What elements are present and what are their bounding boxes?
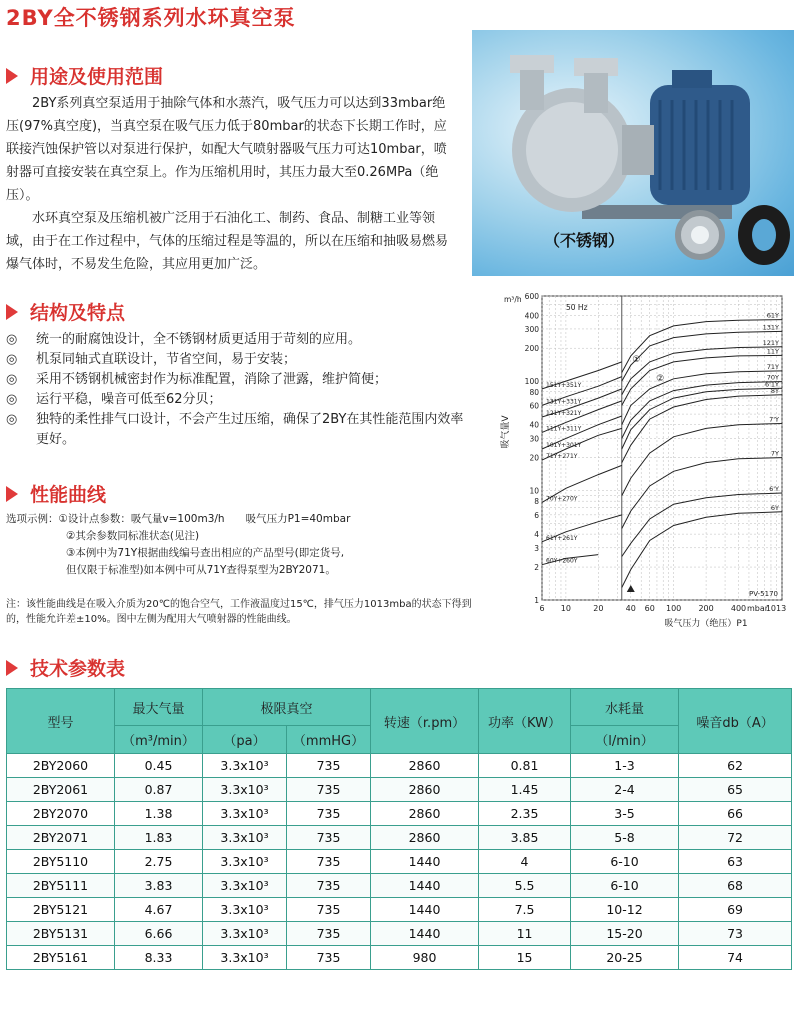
cell-noise: 68 [679,874,792,898]
y-tick-label: 2 [534,563,539,573]
cell-max-flow: 6.66 [115,922,203,946]
cell-model: 2BY5131 [7,922,115,946]
left-series-label: 111Y+311Y [546,425,582,433]
x-tick-label: 400 [730,604,747,613]
y-axis-unit: m³/h [504,295,522,304]
y-tick-label: 40 [529,420,539,430]
product-photo [472,30,794,276]
cell-power: 3.85 [479,826,571,850]
cell-vacuum-pa: 3.3x10³ [203,778,287,802]
cell-power: 1.45 [479,778,571,802]
table-row [7,778,792,802]
cell-model: 2BY5111 [7,874,115,898]
cell-vacuum-pa: 3.3x10³ [203,802,287,826]
example-label: 选项示例： [6,513,59,525]
features-list [6,330,476,450]
cell-max-flow: 2.75 [115,850,203,874]
circle-bullet-icon: ◎ [6,412,18,427]
example-line-2: ②其余参数同标准状态(见注) [66,530,200,542]
chart-code: PV-5170 [749,590,778,598]
header-speed: 转速（r.pm） [371,689,479,754]
freq-label: 50 Hz [566,303,588,312]
cell-vacuum-mmhg: 735 [287,850,371,874]
cell-noise: 73 [679,922,792,946]
example-line-1: ①设计点参数：吸气量v=100m3/h 吸气压力P1=40mbar [58,513,351,525]
y-tick-label: 8 [534,497,539,507]
section-heading-features [6,298,125,325]
cell-vacuum-mmhg: 735 [287,754,371,778]
series-label: 6'Y [769,485,779,494]
y-tick-label: 400 [524,311,539,321]
x-tick-label: 6 [539,604,545,613]
performance-note: 注：该性能曲线是在吸入介质为20℃的饱合空气，工作液温度过15℃，排气压力1013mba的状态下得到的，性能允许差±10%。图中左侧为配用大气喷射器的性能曲线。 [6,599,472,625]
table-row [7,946,792,970]
cell-vacuum-mmhg: 735 [287,778,371,802]
cell-water: 6-10 [571,874,679,898]
cell-vacuum-pa: 3.3x10³ [203,754,287,778]
cell-vacuum-pa: 3.3x10³ [203,898,287,922]
cell-noise: 72 [679,826,792,850]
example-line-3: ③本例中为71Y根据曲线编号查出相应的产品型号(即定货号, [66,547,345,559]
series-label: 8Y [770,386,779,395]
y-tick-label: 4 [534,530,539,540]
triangle-bullet-icon [6,486,18,502]
circle-bullet-icon: ◎ [6,392,18,407]
feature-item: ◎ 统一的耐腐蚀设计，全不锈钢材质更适用于苛刻的应用。 [6,330,476,350]
cell-noise: 63 [679,850,792,874]
y-tick-label: 30 [529,434,539,444]
cell-water: 20-25 [571,946,679,970]
page-title: 2BY全不锈钢系列水环真空泵 [6,6,296,30]
y-tick-label: 100 [524,377,539,387]
cell-noise: 66 [679,802,792,826]
x-tick-label: 200 [698,604,714,613]
specs-heading: 技术参数表 [30,658,126,680]
y-tick-label: 20 [529,453,539,463]
left-series-label: 71Y+271Y [546,453,578,461]
cell-vacuum-mmhg: 735 [287,826,371,850]
spec-table-body [7,754,792,970]
cell-water: 10-12 [571,898,679,922]
cell-vacuum-mmhg: 735 [287,874,371,898]
cell-power: 7.5 [479,898,571,922]
circle-bullet-icon: ◎ [6,352,18,367]
cell-max-flow: 1.83 [115,826,203,850]
series-label: 7'Y [769,415,779,424]
table-row [7,850,792,874]
triangle-bullet-icon [6,304,18,320]
performance-heading: 性能曲线 [30,484,107,506]
cell-model: 2BY5121 [7,898,115,922]
circle-bullet-icon: ◎ [6,372,18,387]
x-tick-label: 100 [666,604,682,613]
example-line-4: 但仅限于标准型)如本例中可从71Y查得泵型为2BY2071。 [66,564,336,576]
performance-chart-svg [496,282,794,642]
series-label: 61Y [766,311,779,320]
header-vacuum-pa: （pa） [203,726,287,754]
left-series-label: 131Y+331Y [546,398,582,406]
header-max-flow: 最大气量 [115,689,203,726]
usage-heading: 用途及使用范围 [30,66,164,88]
cell-power: 0.81 [479,754,571,778]
cell-water: 15-20 [571,922,679,946]
cell-power: 15 [479,946,571,970]
cell-speed: 1440 [371,898,479,922]
cell-max-flow: 0.87 [115,778,203,802]
cell-max-flow: 4.67 [115,898,203,922]
cell-max-flow: 1.38 [115,802,203,826]
cell-noise: 65 [679,778,792,802]
x-axis-label: 吸气压力（绝压）P1 [664,619,748,629]
cell-vacuum-mmhg: 735 [287,946,371,970]
cell-speed: 2860 [371,778,479,802]
cell-speed: 1440 [371,850,479,874]
cell-max-flow: 0.45 [115,754,203,778]
features-heading: 结构及特点 [30,302,126,324]
spec-table [6,688,792,970]
x-tick-label: 40 [625,604,636,613]
cell-water: 1-3 [571,754,679,778]
cell-model: 2BY5110 [7,850,115,874]
triangle-bullet-icon [6,660,18,676]
y-tick-label: 60 [529,401,539,411]
cell-power: 2.35 [479,802,571,826]
table-row [7,754,792,778]
feature-item: ◎ 独特的柔性排气口设计，不会产生过压缩，确保了2BY在其性能范围内效率更好。 [6,410,476,450]
pump-illustration [472,30,794,276]
series-label: 7Y [770,449,779,458]
section-heading-performance [6,480,106,507]
header-model: 型号 [7,689,115,754]
usage-paragraph-1: 2BY系列真空泵适用于抽除气体和水蒸汽，吸气压力可以达到33mbar绝压(97%真空度)，当真空泵在吸气压力低于80mbar的状态下长期工作时，应联接汽蚀保护管以对泵进行保护，如配大气喷射器吸气压力可达10mbar，喷射器可直接安装在真空泵上。作为压缩机用时，其压力最大至0.26MPa（绝压）。 [6,96,447,203]
series-label: 6Y [770,503,779,512]
triangle-bullet-icon [6,68,18,84]
table-row [7,922,792,946]
photo-caption: （不锈钢） [544,231,625,250]
header-noise: 噪音db（A） [679,689,792,754]
cell-speed: 980 [371,946,479,970]
cell-model: 2BY2061 [7,778,115,802]
y-tick-label: 6 [534,510,539,520]
point-label-1: ① [632,354,641,365]
table-row [7,802,792,826]
circle-bullet-icon: ◎ [6,332,18,347]
y-axis-label: 吸气量V [501,415,511,449]
cell-max-flow: 3.83 [115,874,203,898]
performance-example [6,511,476,579]
section-heading-usage [6,62,163,89]
header-vacuum: 极限真空 [203,689,371,726]
series-label: 121Y [762,338,779,347]
series-label: 11Y [766,347,779,356]
feature-item: ◎ 机泵同轴式直联设计，节省空间，易于安装； [6,350,476,370]
cell-vacuum-pa: 3.3x10³ [203,850,287,874]
cell-vacuum-pa: 3.3x10³ [203,946,287,970]
cell-noise: 62 [679,754,792,778]
y-tick-label: 80 [529,387,539,397]
left-series-label: 151Y+351Y [546,381,582,389]
cell-model: 2BY5161 [7,946,115,970]
cell-power: 5.5 [479,874,571,898]
cell-model: 2BY2071 [7,826,115,850]
header-water: 水耗量 [571,689,679,726]
header-vacuum-mmhg: （mmHG） [287,726,371,754]
cell-power: 11 [479,922,571,946]
cell-water: 3-5 [571,802,679,826]
left-series-label: 101Y+301Y [546,441,582,449]
y-tick-label: 10 [529,486,539,496]
table-row [7,874,792,898]
cell-speed: 2860 [371,754,479,778]
series-label: 71Y [766,362,779,371]
feature-item: ◎ 运行平稳，噪音可低至62分贝； [6,390,476,410]
cell-vacuum-mmhg: 735 [287,898,371,922]
cell-max-flow: 8.33 [115,946,203,970]
cell-water: 6-10 [571,850,679,874]
x-tick-label: 10 [560,604,571,613]
section-heading-specs [6,654,125,681]
series-label: 131Y [762,323,779,332]
header-max-flow-unit: （m³/min） [115,726,203,754]
series-label: 6'1Y [764,380,779,389]
cell-speed: 1440 [371,874,479,898]
left-series-label: 70Y+270Y [546,495,578,503]
cell-power: 4 [479,850,571,874]
cell-vacuum-mmhg: 735 [287,802,371,826]
left-series-label: 61Y+261Y [546,534,578,542]
table-row [7,898,792,922]
cell-model: 2BY2070 [7,802,115,826]
cell-noise: 74 [679,946,792,970]
cell-vacuum-pa: 3.3x10³ [203,826,287,850]
x-tick-label: mbar [746,604,769,613]
cell-speed: 1440 [371,922,479,946]
cell-speed: 2860 [371,802,479,826]
y-tick-label: 300 [524,324,539,334]
cell-model: 2BY2060 [7,754,115,778]
feature-item: ◎ 采用不锈钢机械密封作为标准配置，消除了泄露，维护简便； [6,370,476,390]
series-label: 70Y [766,373,779,382]
usage-paragraph-2: 水环真空泵及压缩机被广泛用于石油化工、制药、食品、制糖工业等领域，由于在工作过程中，气体的压缩过程是等温的，所以在压缩和抽吸易燃易爆气体时，不易发生危险，其应用更加广泛。 [6,211,449,272]
header-power: 功率（KW） [479,689,571,754]
x-tick-label: 60 [644,604,655,613]
left-series-label: 60Y+260Y [546,557,578,565]
cell-vacuum-mmhg: 735 [287,922,371,946]
left-series-label: 121Y+321Y [546,410,582,418]
cell-water: 2-4 [571,778,679,802]
point-label-2: ② [656,374,665,385]
x-tick-label: 1013 [765,604,787,613]
y-tick-label: 3 [534,543,539,553]
cell-water: 5-8 [571,826,679,850]
y-tick-label: 200 [524,344,539,354]
table-row [7,826,792,850]
cell-speed: 2860 [371,826,479,850]
header-water-unit: （l/min） [571,726,679,754]
y-tick-label: 1 [534,596,539,605]
cell-vacuum-pa: 3.3x10³ [203,922,287,946]
y-tick-label: 600 [524,292,539,301]
performance-chart [496,282,794,642]
cell-vacuum-pa: 3.3x10³ [203,874,287,898]
x-tick-label: 20 [593,604,604,613]
cell-noise: 69 [679,898,792,922]
